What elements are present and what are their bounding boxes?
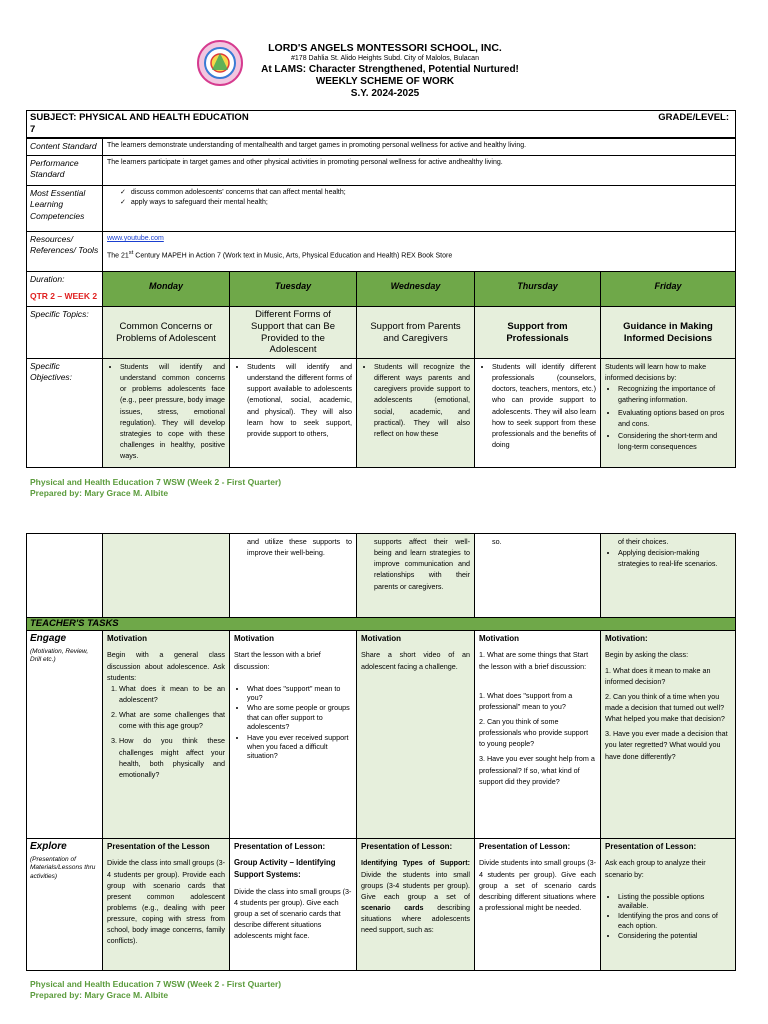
school-seal-logo xyxy=(197,40,243,86)
objectives-monday: • Students will identify and understand common concerns or problems adolescents face (e.g., peer pressure, body image issues, stress, emotional regulation). They will develop strategies to cope with these challenges in healthy, positive ways. xyxy=(102,358,230,468)
continuation-monday xyxy=(102,533,230,619)
explore-friday-item: • Listing the possible options available. xyxy=(618,892,731,911)
quarter-week: QTR 2 – WEEK 2 xyxy=(30,291,98,302)
teachers-tasks-header: TEACHER'S TASKS xyxy=(26,617,736,631)
friday-objective-item: • Considering the short-term and long-term consequences xyxy=(618,430,731,452)
engage-question: 3. How do you think these challenges might affect your health, both physically and emotionally? xyxy=(119,735,225,780)
explore-tuesday: Presentation of Lesson: Group Activity – Identifying Support Systems: Divide the class into small groups (3-4 students per group). Give each group a set of scenario cards that describe different situations adolescents might face. xyxy=(229,838,357,971)
document-title: WEEKLY SCHEME OF WORK xyxy=(315,76,455,87)
engage-question: • Have you ever received support when you faced a difficult situation? xyxy=(247,733,352,761)
subject-title: SUBJECT: PHYSICAL AND HEALTH EDUCATION xyxy=(30,112,249,123)
day-header-monday: Monday xyxy=(102,271,230,307)
engage-tuesday: Motivation Start the lesson with a brief discussion: • What does "support" mean to you? • Who are some people or groups that can offer support to adolescents? • Have you ever received support when you faced a difficult situation? xyxy=(229,630,357,839)
explore-thursday: Presentation of Lesson: Divide students into small groups (3-4 students per group). Give each group a set of scenario cards describing different situations where a professional might be needed. xyxy=(474,838,601,971)
topic-thursday: Support from Professionals xyxy=(474,306,601,359)
resources-cell xyxy=(102,231,736,272)
school-motto: At LAMS: Character Strengthened, Potential Nurtured! xyxy=(261,64,519,75)
engage-question: 1. What does it mean to be an adolescent? xyxy=(119,683,225,705)
objectives-friday-cont: of their choices. • Applying decision-making strategies to real-life scenarios. xyxy=(600,533,736,619)
objectives-thursday-cont: so. xyxy=(474,533,601,619)
topic-friday: Guidance in Making Informed Decisions xyxy=(600,306,736,359)
explore-sublabel: (Presentation of Materials/Lessons thru activities) xyxy=(30,856,96,880)
explore-monday: Presentation of the Lesson Divide the class into small groups (3-4 students per group). Provide each group with scenario cards that present common adolescent problems (e.g., dealing with peer pressure, coping with stress from school, body image concerns, family conflicts). xyxy=(102,838,230,971)
engage-question: • What does "support" mean to you? xyxy=(247,684,352,703)
friday-objective-item: • Evaluating options based on pros and cons. xyxy=(618,407,731,429)
engage-sublabel: (Motivation, Review, Drill etc.) xyxy=(30,648,89,664)
objectives-thursday: • Students will identify different professionals (counselors, doctors, teachers, mentors, etc.) who can provide support to adolescents. They will also learn how to seek support from these professionals and the benefits of doing xyxy=(474,358,601,468)
day-header-friday: Friday xyxy=(600,271,736,307)
grade-label: GRADE/LEVEL: xyxy=(658,112,729,123)
melc-item: ✓ discuss common adolescents' concerns that can affect mental health; xyxy=(131,188,731,198)
explore-wednesday: Presentation of Lesson: Identifying Types of Support: Divide the students into small groups (3-4 students per group). Give each group a set of scenario cards describing situations where adolescents need support, such as: xyxy=(356,838,475,971)
friday-objective-item: • Applying decision-making strategies to real-life scenarios. xyxy=(618,547,731,569)
engage-monday: Motivation Begin with a general class discussion about adolescence. Ask students: 1. What does it mean to be an adolescent? 2. What are some challenges that come with this age group? 3. How do you think these challenges might affect your health, both physically and emotionally? xyxy=(102,630,230,839)
subject-row xyxy=(26,110,736,138)
explore-friday: Presentation of Lesson: Ask each group to analyze their scenario by: • Listing the possible options available. • Identifying the pros and cons of each option. • Considering the potential xyxy=(600,838,736,971)
engage-label-cell xyxy=(26,630,103,839)
youtube-link[interactable]: www.youtube.com xyxy=(107,235,164,242)
day-header-wednesday: Wednesday xyxy=(356,271,475,307)
explore-label: Explore xyxy=(30,841,67,852)
specific-objectives-label: Specific Objectives: xyxy=(26,358,103,468)
page-footer: Physical and Health Education 7 WSW (Week 2 - First Quarter) Prepared by: Mary Grace M. Albite xyxy=(30,477,282,498)
melc-label: Most Essential Learning Competencies xyxy=(26,185,103,232)
school-year: S.Y. 2024-2025 xyxy=(350,88,420,99)
friday-objective-item: • Recognizing the importance of gathering information. xyxy=(618,383,731,405)
objectives-wednesday: • Students will recognize the different ways parents and caregivers provide support to adolescents (emotional, social, academic, and practical). They will also reflect on how these xyxy=(356,358,475,468)
explore-friday-item: • Considering the potential xyxy=(618,931,731,940)
melc-item: ✓ apply ways to safeguard their mental health; xyxy=(131,198,731,208)
topic-wednesday: Support from Parents and Caregivers xyxy=(356,306,475,359)
day-header-thursday: Thursday xyxy=(474,271,601,307)
duration-cell xyxy=(26,271,103,307)
continuation-label-cell xyxy=(26,533,103,619)
performance-standard-text: The learners participate in target games and other physical activities in promoting personal wellness for active andhealthy living. xyxy=(102,155,736,186)
day-header-tuesday: Tuesday xyxy=(229,271,357,307)
topic-monday: Common Concerns or Problems of Adolescent xyxy=(102,306,230,359)
melc-cell xyxy=(102,185,736,232)
performance-standard-label: Performance Standard xyxy=(26,155,103,186)
grade-value: 7 xyxy=(30,124,36,135)
engage-wednesday: Motivation Share a short video of an adolescent facing a challenge. xyxy=(356,630,475,839)
duration-label: Duration: xyxy=(30,274,65,284)
objectives-tuesday-cont: and utilize these supports to improve their well-being. xyxy=(229,533,357,619)
content-standard-text: The learners demonstrate understanding of mentalhealth and target games in promoting personal wellness for active and healthy living. xyxy=(102,138,736,156)
engage-friday: Motivation: Begin by asking the class: 1. What does it mean to make an informed decision? 2. Can you think of a time when you made a decision that turned out well? What helped you make that decision? 3. Have you ever made a decision that you later regretted? What would you have done differently? xyxy=(600,630,736,839)
school-name: LORD'S ANGELS MONTESSORI SCHOOL, INC. xyxy=(268,42,502,54)
explore-label-cell xyxy=(26,838,103,971)
objectives-friday: Students will learn how to make informed decisions by: • Recognizing the importance of gathering information. • Evaluating options based on pros and cons. • Considering the short-term and long-term consequences xyxy=(600,358,736,468)
content-standard-label: Content Standard xyxy=(26,138,103,156)
school-address: #178 Dahlia St. Alido Heights Subd. City of Malolos, Bulacan xyxy=(291,55,479,62)
textbook-reference: The 21st Century MAPEH in Action 7 (Work text in Music, Arts, Physical Education and Health) REX Book Store xyxy=(107,249,453,260)
explore-friday-item: • Identifying the pros and cons of each option. xyxy=(618,911,731,930)
engage-thursday: Motivation 1. What are some things that Start the lesson with a brief discussion: 1. What does "support from a professional" mean to you? 2. Can you think of some professionals who provide support to young people? 3. Have you ever sought help from a professional? If so, what kind of support did they provide? xyxy=(474,630,601,839)
objectives-wednesday-cont: supports affect their well-being and learn strategies to improve communication and relationships with their parents or caregivers. xyxy=(356,533,475,619)
resources-label: Resources/ References/ Tools xyxy=(26,231,103,272)
topic-tuesday: Different Forms of Support that can Be Provided to the Adolescent xyxy=(229,306,357,359)
engage-question: 2. What are some challenges that come with this age group? xyxy=(119,709,225,731)
objectives-tuesday: • Students will identify and understand the different forms of support available to adolescents (emotional, social, academic, and physical). They will also learn how to seek support, provide support to others, xyxy=(229,358,357,468)
page-footer: Physical and Health Education 7 WSW (Week 2 - First Quarter) Prepared by: Mary Grace M. Albite xyxy=(30,979,282,1000)
specific-topics-label: Specific Topics: xyxy=(26,306,103,359)
engage-label: Engage xyxy=(30,633,67,644)
engage-question: • Who are some people or groups that can offer support to adolescents? xyxy=(247,703,352,731)
